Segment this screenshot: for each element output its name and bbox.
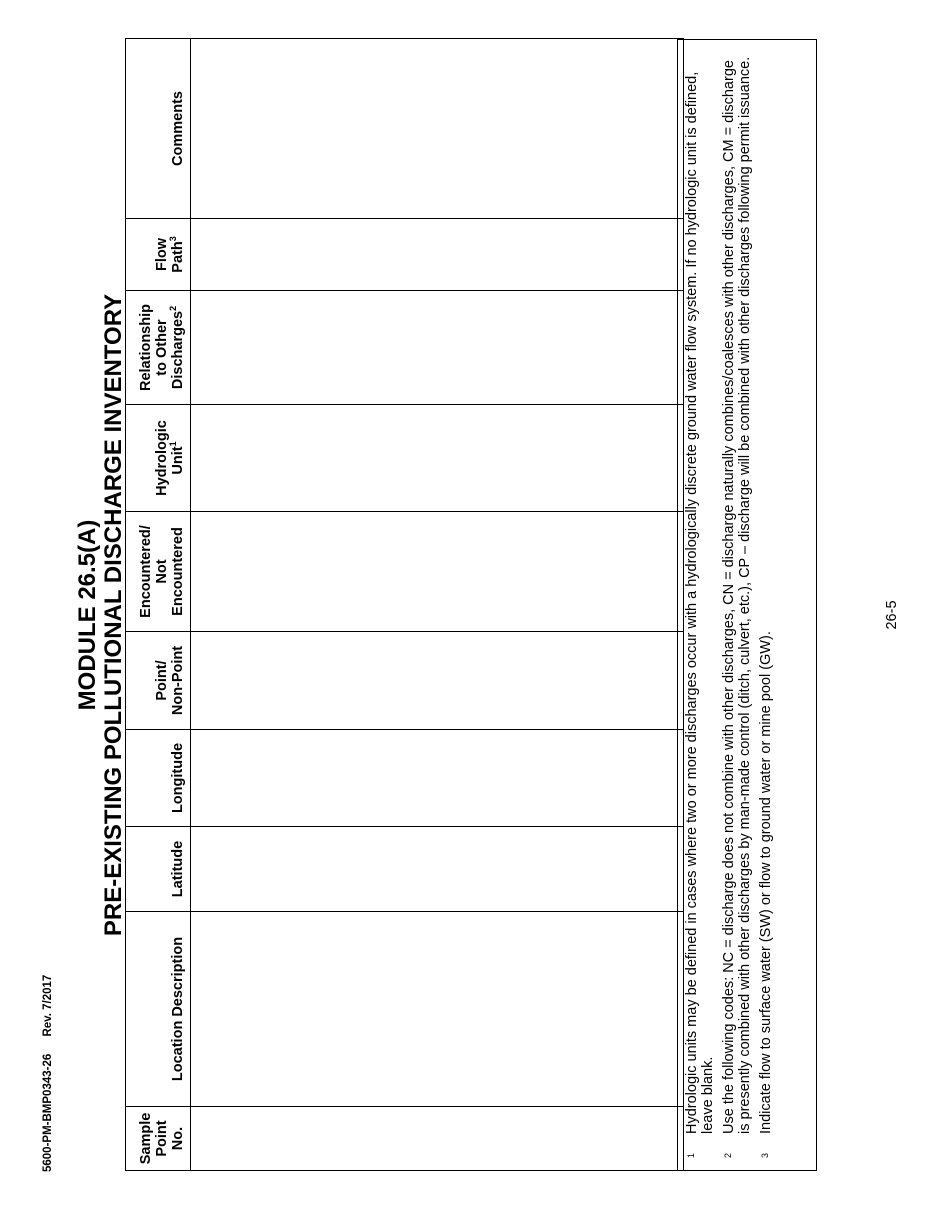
cell-comments[interactable] — [191, 39, 684, 219]
header-location-description: Location Description — [126, 912, 191, 1107]
header-latitude: Latitude — [126, 827, 191, 912]
cell-sample-point[interactable] — [191, 1107, 684, 1171]
header-hydrologic-unit: Hydrologic Unit$^1$ — [126, 405, 191, 512]
header-sample-point: Sample Point No. — [126, 1107, 191, 1171]
cell-point-nonpoint[interactable] — [191, 632, 684, 730]
header-point-nonpoint: Point/ Non-Point — [126, 632, 191, 730]
header-relationship: Relationship to Other Discharges$^2$ — [126, 291, 191, 405]
cell-relationship[interactable] — [191, 291, 684, 405]
form-title: PRE-EXISTING POLLUTIONAL DISCHARGE INVENTORY — [100, 293, 127, 937]
cell-encountered[interactable] — [191, 512, 684, 632]
cell-latitude[interactable] — [191, 827, 684, 912]
header-flow-path: Flow Path$^3$ — [126, 219, 191, 291]
header-encountered: Encountered/ Not Encountered — [126, 512, 191, 632]
footnote-2: 2 Use the following codes: NC = discharge does not combine with other discharges, CN = discharge naturally combines/coalesces with other discharges, CM = discharge is presently combined with other discharges by man-made control (ditch, culvert, etc.), CP – discharge will be combined with other discharges following permit issuance. — [721, 56, 753, 1158]
doc-number: 5600-PM-BMP0343-26 — [42, 1053, 54, 1172]
header-comments: Comments — [126, 39, 191, 219]
page-number: 26-5 — [884, 600, 900, 630]
cell-longitude[interactable] — [191, 730, 684, 827]
cell-flow-path[interactable] — [191, 219, 684, 291]
table-header-row — [126, 39, 191, 1171]
footnote-3: 3 Indicate flow to surface water (SW) or flow to ground water or mine pool (GW). — [758, 631, 774, 1158]
table-row — [191, 39, 684, 1171]
module-title: MODULE 26.5(A) — [74, 519, 101, 711]
doc-revision: Rev. 7/2017 — [42, 974, 54, 1037]
footnote-1: 1 Hydrologic units may be defined in cases where two or more discharges occur with a hydrologically discrete ground water flow system. If no hydrologic unit is defined, leave blank. — [684, 71, 716, 1158]
cell-location-description[interactable] — [191, 912, 684, 1107]
cell-hydrologic-unit[interactable] — [191, 405, 684, 512]
document-id — [42, 961, 54, 1172]
footnotes — [677, 39, 817, 1171]
discharge-inventory-table — [125, 38, 684, 1171]
header-longitude: Longitude — [126, 730, 191, 827]
